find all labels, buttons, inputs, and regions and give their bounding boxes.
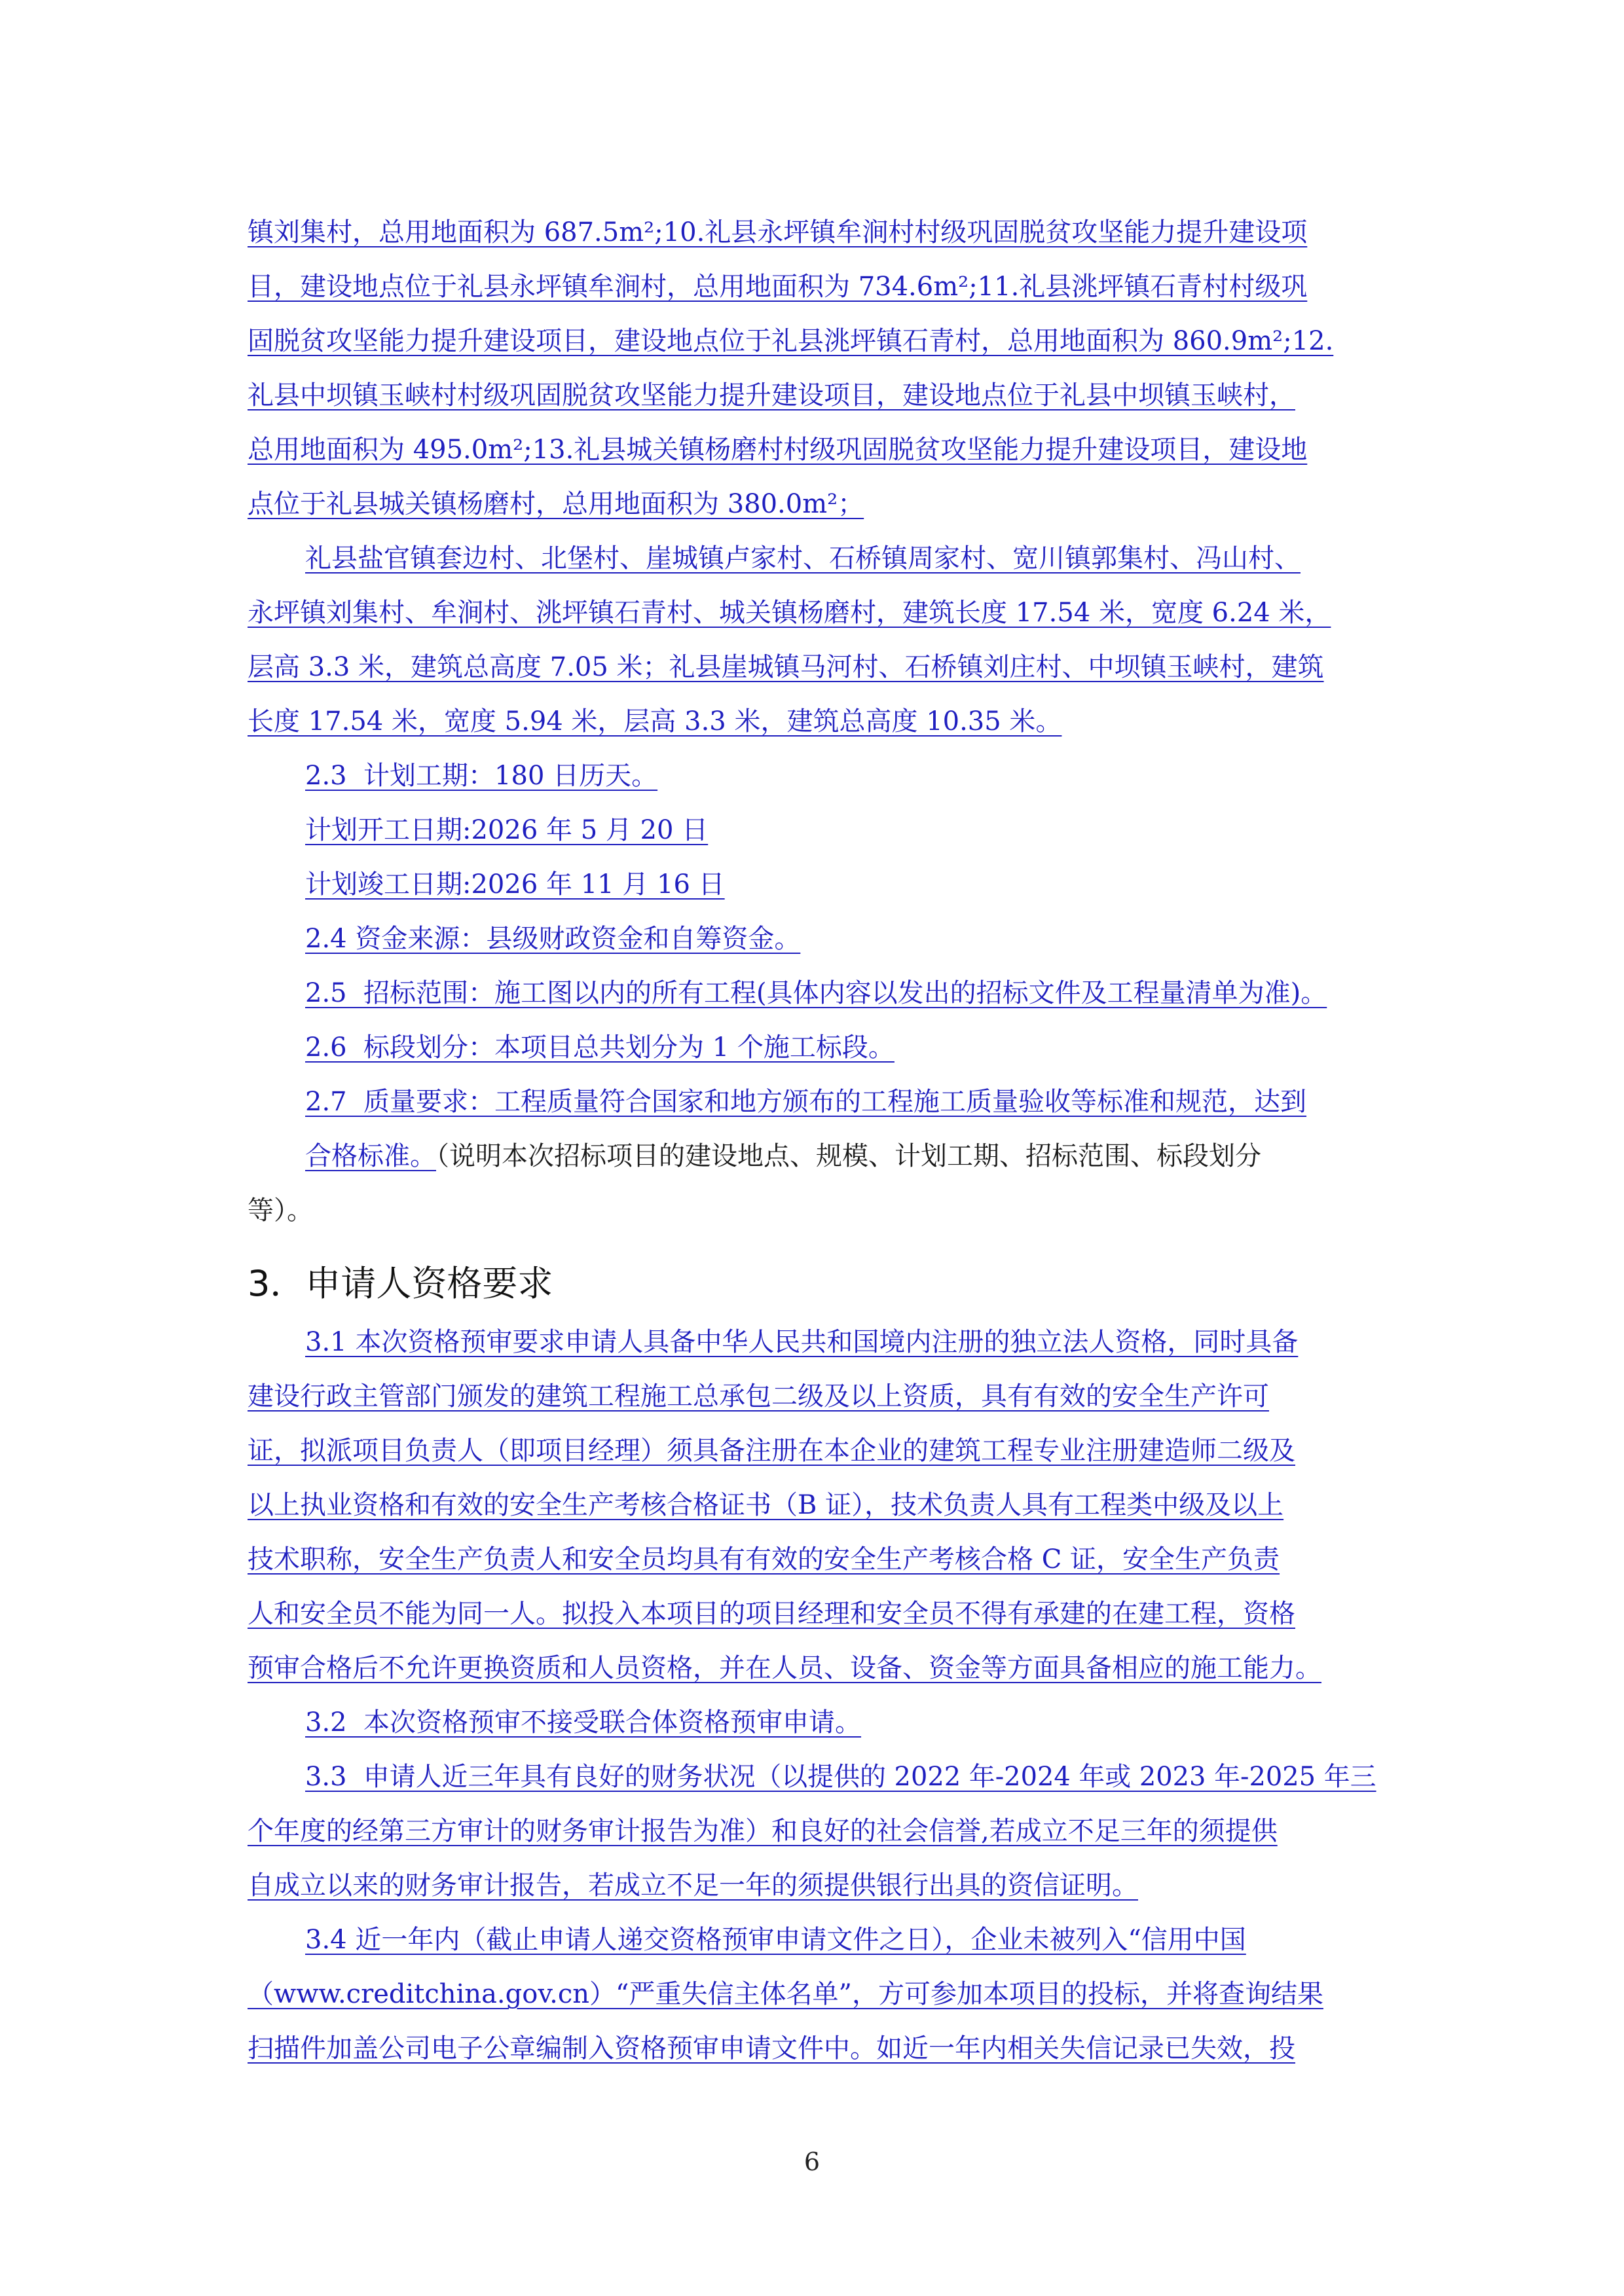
- quality-standard: 合格标准。: [305, 1141, 436, 1171]
- text-line: 个年度的经第三方审计的财务审计报告为准）和良好的社会信誉,若成立不足三年的须提供: [248, 1816, 1278, 1846]
- text-line: 3.3 申请人近三年具有良好的财务状况（以提供的 2022 年-2024 年或 2023 年-2025 年三: [305, 1762, 1376, 1792]
- text-line: 人和安全员不能为同一人。拟投入本项目的项目经理和安全员不得有承建的在建工程，资格: [248, 1599, 1295, 1629]
- text-line: 永坪镇刘集村、牟涧村、洮坪镇石青村、城关镇杨磨村，建筑长度 17.54 米，宽度 6.24 米，: [248, 598, 1331, 628]
- section-division: 2.6 标段划分：本项目总共划分为 1 个施工标段。: [305, 1032, 895, 1063]
- planned-start-date: 计划开工日期:2026 年 5 月 20 日: [305, 815, 709, 845]
- text-line: [305, 1137, 1261, 1176]
- text-line: 技术职称，安全生产负责人和安全员均具有有效的安全生产考核合格 C 证，安全生产负责: [248, 1544, 1280, 1575]
- page-number: 6: [803, 2147, 821, 2176]
- text-line: 等）。: [248, 1195, 313, 1226]
- text-line: 建设行政主管部门颁发的建筑工程施工总承包二级及以上资质，具有有效的安全生产许可: [248, 1381, 1269, 1412]
- text-line: 预审合格后不允许更换资质和人员资格，并在人员、设备、资金等方面具备相应的施工能力。: [248, 1653, 1321, 1683]
- section-heading: 3．申请人资格要求: [248, 1263, 553, 1304]
- planned-end-date: 计划竣工日期:2026 年 11 月 16 日: [305, 869, 725, 900]
- text-line: 层高 3.3 米，建筑总高度 7.05 米；礼县崖城镇马河村、石桥镇刘庄村、中坝镇玉峡村，建筑: [248, 652, 1324, 682]
- bidding-scope: 2.5 招标范围：施工图以内的所有工程(具体内容以发出的招标文件及工程量清单为准)。: [305, 978, 1327, 1008]
- text-line: 3.2 本次资格预审不接受联合体资格预审申请。: [305, 1707, 862, 1738]
- text-line: 3.4 近一年内（截止申请人递交资格预审申请文件之日），企业未被列入“信用中国: [305, 1925, 1246, 1955]
- text-line: 3.1 本次资格预审要求申请人具备中华人民共和国境内注册的独立法人资格，同时具备: [305, 1327, 1299, 1357]
- text-line: 总用地面积为 495.0m²;13.礼县城关镇杨磨村村级巩固脱贫攻坚能力提升建设项目，建设地: [248, 435, 1308, 465]
- text-line: 镇刘集村，总用地面积为 687.5m²;10.礼县永坪镇牟涧村村级巩固脱贫攻坚能力提升建设项: [248, 217, 1308, 247]
- text-line: 以上执业资格和有效的安全生产考核合格证书（B 证），技术负责人具有工程类中级及以上: [248, 1490, 1284, 1520]
- text-line: 固脱贫攻坚能力提升建设项目，建设地点位于礼县洮坪镇石青村，总用地面积为 860.9m²;12.: [248, 326, 1334, 356]
- text-line: 目，建设地点位于礼县永坪镇牟涧村，总用地面积为 734.6m²;11.礼县洮坪镇石青村村级巩: [248, 272, 1308, 302]
- text-line: 扫描件加盖公司电子公章编制入资格预审申请文件中。如近一年内相关失信记录已失效，投: [248, 2033, 1295, 2064]
- explanatory-note: （说明本次招标项目的建设地点、规模、计划工期、招标范围、标段划分: [436, 1141, 1261, 1171]
- funding-source: 2.4 资金来源：县级财政资金和自筹资金。: [305, 924, 801, 954]
- text-line: 长度 17.54 米，宽度 5.94 米，层高 3.3 米，建筑总高度 10.35 米。: [248, 706, 1062, 737]
- text-line: 礼县中坝镇玉峡村村级巩固脱贫攻坚能力提升建设项目，建设地点位于礼县中坝镇玉峡村，: [248, 380, 1295, 410]
- text-line: 证，拟派项目负责人（即项目经理）须具备注册在本企业的建筑工程专业注册建造师二级及: [248, 1436, 1295, 1466]
- text-line: 自成立以来的财务审计报告，若成立不足一年的须提供银行出具的资信证明。: [248, 1870, 1138, 1901]
- text-line: （www.creditchina.gov.cn）“严重失信主体名单”，方可参加本项目的投标，并将查询结果: [248, 1979, 1323, 2009]
- text-line: 礼县盐官镇套边村、北堡村、崖城镇卢家村、石桥镇周家村、宽川镇郭集村、冯山村、: [305, 543, 1301, 574]
- text-line: 点位于礼县城关镇杨磨村，总用地面积为 380.0m²；: [248, 489, 864, 519]
- quality-requirement: 2.7 质量要求：工程质量符合国家和地方颁布的工程施工质量验收等标准和规范，达到: [305, 1087, 1307, 1117]
- planned-duration: 2.3 计划工期：180 日历天。: [305, 761, 658, 791]
